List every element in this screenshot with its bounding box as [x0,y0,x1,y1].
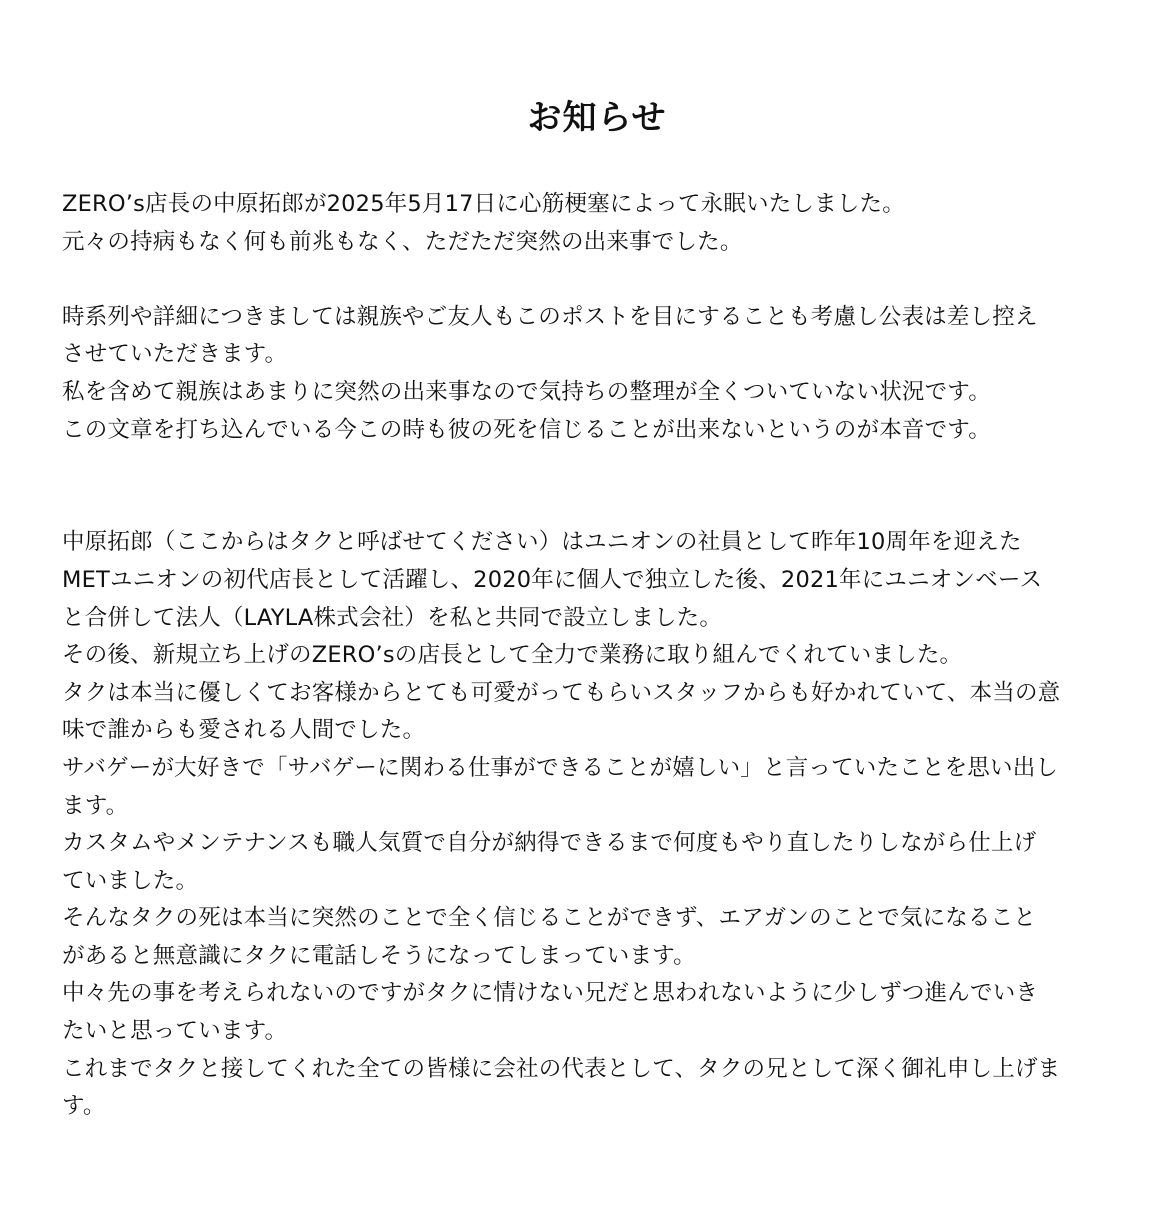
text-line: たいと思っています。 [62,1018,288,1045]
text-line: これまでタクと接してくれた全ての皆様に会社の代表として、タクの兄として深く御礼申し上げま [62,1055,1061,1082]
text-line: 元々の持病もなく何も前兆もなく、ただただ突然の出来事でした。 [62,228,743,255]
text-line: この文章を打ち込んでいる今この時も彼の死を信じることが出来ないというのが本音です。 [62,416,991,443]
text-line: す。 [62,1093,106,1120]
text-line: METユニオンの初代店長として活躍し、2020年に個人で独立した後、2021年にユニオンベース [62,566,1043,593]
text-line: カスタムやメンテナンスも職人気質で自分が納得できるまで何度もやり直したりしながら仕上げ [62,830,1037,857]
text-line: させていただきます。 [62,341,288,368]
paragraph-spacer [62,449,1132,524]
text-line: その後、新規立ち上げのZERO’sの店長として全力で業務に取り組んでくれていました。 [62,642,963,669]
notice-document [62,92,1132,1126]
text-line: 味で誰からも愛される人間でした。 [62,717,426,744]
notice-title: お知らせ [527,98,667,138]
text-line: ていました。 [62,867,199,894]
paragraph-memorial [62,524,1132,1126]
text-line: と合併して法人（LAYLA株式会社）を私と共同で設立しました。 [62,604,723,631]
text-line: 私を含めて親族はあまりに突然の出来事なので気持ちの整理が全くついていない状況です。 [62,378,991,405]
text-line: サバゲーが大好きで「サバゲーに関わる仕事ができることが嬉しい」と言っていたことを思い出し [62,754,1059,781]
paragraph-spacer [62,261,1132,299]
paragraph-announcement [62,186,1132,261]
text-line: ます。 [62,792,129,819]
paragraph-details [62,299,1132,449]
text-line: があると無意識にタクに電話しそうになってしまっています。 [62,942,696,969]
text-line: そんなタクの死は本当に突然のことで全く信じることができず、エアガンのことで気になること [62,905,1037,932]
text-line: 中原拓郎（ここからはタクと呼ばせてください）はユニオンの社員として昨年10周年を迎えた [62,529,1022,556]
text-line: タクは本当に優しくてお客様からとても可愛がってもらいスタッフからも好かれていて、本当の意 [62,679,1061,706]
text-line: 中々先の事を考えられないのですがタクに情けない兄だと思われないように少しずつ進んでいき [62,980,1039,1007]
text-line: ZERO’s店長の中原拓郎が2025年5月17日に心筋梗塞によって永眠いたしました。 [62,191,905,217]
text-line: 時系列や詳細につきましては親族やご友人もこのポストを目にすることも考慮し公表は差し控え [62,303,1038,330]
